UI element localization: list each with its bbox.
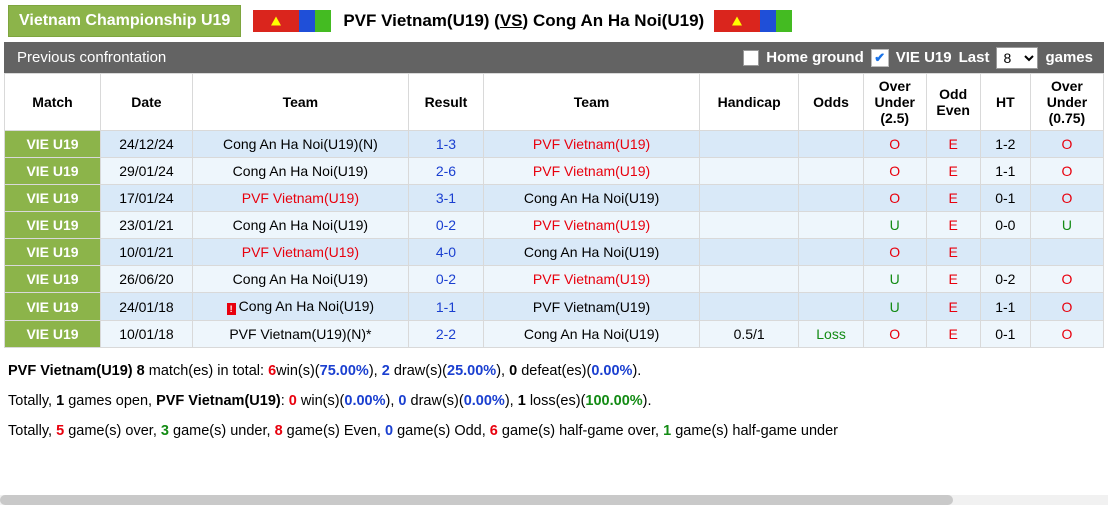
cell-over-under-25: O <box>863 131 926 158</box>
cell-over-under-075: O <box>1030 321 1103 348</box>
summary3-over-label: game(s) over, <box>68 423 157 440</box>
cell-handicap <box>700 185 799 212</box>
summary1-draws-pct: 25.00% <box>447 363 497 380</box>
table-row[interactable] <box>5 185 1104 212</box>
cell-away-team <box>484 185 700 212</box>
cell-odd-even: E <box>926 131 980 158</box>
cell-date: 23/01/21 <box>101 212 193 239</box>
summary1-total: 8 <box>136 363 145 380</box>
home-team-name: PVF Vietnam(U19) <box>241 244 359 261</box>
cell-over-under-25: O <box>863 185 926 212</box>
match-title-home: PVF Vietnam(U19) <box>343 11 490 30</box>
cell-handicap <box>700 239 799 266</box>
cell-odd-even: E <box>926 293 980 321</box>
cell-away-team <box>484 239 700 266</box>
col-result[interactable]: Result <box>408 74 483 131</box>
summary2-prefix: Totally, <box>8 393 53 410</box>
summary1-team: PVF Vietnam(U19) <box>8 363 133 380</box>
table-row[interactable] <box>5 212 1104 239</box>
cell-result: 1-1 <box>408 293 483 321</box>
home-team-name: PVF Vietnam(U19) <box>241 190 359 207</box>
cell-date: 24/12/24 <box>101 131 193 158</box>
cell-home-team <box>192 293 408 321</box>
cell-result: 0-2 <box>408 212 483 239</box>
summary3-over: 5 <box>56 423 65 440</box>
away-team-name: Cong An Ha Noi(U19) <box>523 190 660 207</box>
cell-over-under-075: O <box>1030 131 1103 158</box>
cell-handicap <box>700 158 799 185</box>
summary1-draws-label: draw(s)( <box>393 363 447 380</box>
summary2-wins-label: win(s)( <box>300 393 345 410</box>
home-flag-group <box>253 10 331 32</box>
cell-match: VIE U19 <box>5 185 101 212</box>
summary-line-1: PVF Vietnam(U19) 8 match(es) in total: 6win(s)(75.00%), 2 draw(s)(25.00%), 0 defeat(es)(0.00%). <box>8 363 642 380</box>
cell-over-under-25: O <box>863 239 926 266</box>
summary3-even-label: game(s) Even, <box>286 423 381 440</box>
cell-odds <box>799 239 864 266</box>
cell-match: VIE U19 <box>5 239 101 266</box>
col-odd-even[interactable]: Odd Even <box>926 74 980 131</box>
cell-over-under-075: O <box>1030 293 1103 321</box>
away-team-name: PVF Vietnam(U19) <box>532 298 651 315</box>
summary3-half-under-label: game(s) half-game under <box>675 423 839 440</box>
cell-match: VIE U19 <box>5 131 101 158</box>
summary2-losses-pct: 100.00% <box>585 393 643 410</box>
cell-ht: 0-1 <box>980 185 1030 212</box>
cell-handicap: 0.5/1 <box>700 321 799 348</box>
match-header <box>0 0 1108 42</box>
summary2-team: PVF Vietnam(U19) <box>156 393 281 410</box>
col-match[interactable]: Match <box>5 74 101 131</box>
summary2-wins-pct: 0.00% <box>344 393 386 410</box>
cell-odd-even: E <box>926 321 980 348</box>
summary3-half-over: 6 <box>489 423 498 440</box>
cell-over-under-25: U <box>863 266 926 293</box>
col-over-under-25[interactable]: Over Under (2.5) <box>863 74 926 131</box>
cell-over-under-075: U <box>1030 212 1103 239</box>
cell-odd-even: E <box>926 212 980 239</box>
cell-home-team <box>192 212 408 239</box>
summary1-wins-pct: 75.00% <box>319 363 369 380</box>
summary2-open: 1 <box>56 393 65 410</box>
previous-confrontation-bar <box>4 42 1104 73</box>
cell-result: 0-2 <box>408 266 483 293</box>
cell-over-under-25: O <box>863 321 926 348</box>
cell-odds: Loss <box>799 321 864 348</box>
away-team-name: Cong An Ha Noi(U19) <box>523 326 660 343</box>
cell-odds <box>799 158 864 185</box>
cell-result: 3-1 <box>408 185 483 212</box>
cell-home-team <box>192 266 408 293</box>
away-team-name: PVF Vietnam(U19) <box>532 136 651 153</box>
table-body <box>5 131 1104 348</box>
vs-label: VS <box>499 11 523 30</box>
table-row[interactable] <box>5 131 1104 158</box>
cell-date: 24/01/18 <box>101 293 193 321</box>
cell-home-team <box>192 239 408 266</box>
cell-odds <box>799 131 864 158</box>
cell-handicap <box>700 131 799 158</box>
summary3-even: 8 <box>274 423 283 440</box>
cell-ht: 1-1 <box>980 293 1030 321</box>
last-label: Last <box>958 49 990 66</box>
cell-result: 1-3 <box>408 131 483 158</box>
cell-over-under-075: O <box>1030 185 1103 212</box>
col-odds[interactable]: Odds <box>799 74 864 131</box>
summary2-losses: 1 <box>517 393 526 410</box>
summary1-draws: 2 <box>381 363 390 380</box>
cell-ht: 1-1 <box>980 158 1030 185</box>
cell-odds <box>799 212 864 239</box>
cell-away-team <box>484 293 700 321</box>
home-ground-label: Home ground <box>766 49 864 66</box>
cell-date: 10/01/18 <box>101 321 193 348</box>
cell-ht: 0-1 <box>980 321 1030 348</box>
summary3-half-under: 1 <box>663 423 672 440</box>
cell-odd-even: E <box>926 158 980 185</box>
col-date[interactable]: Date <box>101 74 193 131</box>
summary2-open-label: games open, <box>68 393 153 410</box>
summary1-total-label: match(es) in total: <box>148 363 265 380</box>
cell-match: VIE U19 <box>5 212 101 239</box>
cell-date: 17/01/24 <box>101 185 193 212</box>
home-team-name: Cong An Ha Noi(U19) <box>232 217 369 234</box>
summary-line-3 <box>8 416 1100 446</box>
league-badge[interactable]: Vietnam Championship U19 <box>8 5 241 37</box>
summary1-defeats-pct: 0.00% <box>591 363 633 380</box>
cell-date: 26/06/20 <box>101 266 193 293</box>
col-away-team[interactable]: Team <box>484 74 700 131</box>
cell-odds <box>799 293 864 321</box>
cell-home-team <box>192 158 408 185</box>
col-ht[interactable]: HT <box>980 74 1030 131</box>
table-row[interactable] <box>5 266 1104 293</box>
table-row[interactable] <box>5 321 1104 348</box>
cell-date: 29/01/24 <box>101 158 193 185</box>
match-title-away: Cong An Ha Noi(U19) <box>532 11 705 30</box>
cell-home-team <box>192 131 408 158</box>
summary-line-2: Totally, 1 games open, PVF Vietnam(U19): 0 win(s)(0.00%), 0 draw(s)(0.00%), 1 loss(es)(100.00%). <box>8 393 652 410</box>
paren-close: ) <box>522 11 529 30</box>
green-stripe-icon-away <box>776 10 792 32</box>
vietnam-flag-icon-away <box>714 10 760 32</box>
cell-ht <box>980 239 1030 266</box>
cell-match: VIE U19 <box>5 158 101 185</box>
summary2-losses-label: loss(es)( <box>529 393 586 410</box>
home-team-name: Cong An Ha Noi(U19) <box>232 271 369 288</box>
cell-odds <box>799 185 864 212</box>
col-handicap[interactable]: Handicap <box>700 74 799 131</box>
summary2-wins: 0 <box>288 393 297 410</box>
cell-away-team <box>484 212 700 239</box>
summary3-prefix: Totally, <box>8 423 53 440</box>
games-count-select[interactable] <box>996 47 1038 69</box>
cell-away-team <box>484 321 700 348</box>
table-row[interactable] <box>5 158 1104 185</box>
cell-handicap <box>700 266 799 293</box>
cell-match: VIE U19 <box>5 293 101 321</box>
cell-match: VIE U19 <box>5 266 101 293</box>
cell-over-under-075: O <box>1030 266 1103 293</box>
cell-date: 10/01/21 <box>101 239 193 266</box>
cell-ht: 0-0 <box>980 212 1030 239</box>
games-label: games <box>1045 49 1093 66</box>
table-row[interactable] <box>5 239 1104 266</box>
summary2-draws-pct: 0.00% <box>463 393 505 410</box>
cell-home-team <box>192 185 408 212</box>
away-team-name: PVF Vietnam(U19) <box>532 271 651 288</box>
scrollbar-thumb[interactable] <box>0 495 953 505</box>
cell-over-under-075 <box>1030 239 1103 266</box>
summary3-odd-label: game(s) Odd, <box>397 423 486 440</box>
summary1-wins-label: win(s)( <box>276 363 320 380</box>
team-filter-checkbox[interactable]: ✔ <box>871 49 889 67</box>
cell-handicap <box>700 293 799 321</box>
cell-result: 2-6 <box>408 158 483 185</box>
cell-odd-even: E <box>926 239 980 266</box>
summary2-draws: 0 <box>398 393 407 410</box>
away-team-name: PVF Vietnam(U19) <box>532 163 651 180</box>
cell-over-under-075: O <box>1030 158 1103 185</box>
blue-stripe-icon <box>299 10 315 32</box>
cell-handicap <box>700 212 799 239</box>
cell-result: 2-2 <box>408 321 483 348</box>
confrontation-table <box>4 73 1104 348</box>
cell-over-under-25: U <box>863 212 926 239</box>
summary3-odd: 0 <box>385 423 394 440</box>
team-filter-label: VIE U19 <box>895 49 952 66</box>
summary3-under: 3 <box>160 423 169 440</box>
home-ground-checkbox[interactable] <box>743 50 759 66</box>
vietnam-flag-icon <box>253 10 299 32</box>
match-title <box>343 11 704 31</box>
table-header-row <box>5 74 1104 131</box>
away-team-name: PVF Vietnam(U19) <box>532 217 651 234</box>
cell-result: 4-0 <box>408 239 483 266</box>
summary3-under-label: game(s) under, <box>173 423 271 440</box>
col-home-team[interactable]: Team <box>192 74 408 131</box>
summary1-defeats-label: defeat(es)( <box>521 363 592 380</box>
cell-home-team <box>192 321 408 348</box>
cell-ht: 0-2 <box>980 266 1030 293</box>
section-controls <box>743 47 1093 69</box>
cell-away-team <box>484 158 700 185</box>
cell-over-under-25: U <box>863 293 926 321</box>
summary3-half-over-label: game(s) half-game over, <box>501 423 660 440</box>
summary1-wins: 6 <box>268 363 277 380</box>
horizontal-scrollbar[interactable] <box>0 495 1108 505</box>
red-card-icon: ! <box>227 303 236 315</box>
cell-away-team <box>484 131 700 158</box>
cell-odds <box>799 266 864 293</box>
cell-away-team <box>484 266 700 293</box>
away-flag-group <box>714 10 792 32</box>
home-team-name: Cong An Ha Noi(U19) <box>232 163 369 180</box>
cell-over-under-25: O <box>863 158 926 185</box>
home-team-name: Cong An Ha Noi(U19)(N) <box>222 136 378 153</box>
summary1-defeats: 0 <box>509 363 518 380</box>
summary2-draws-label: draw(s)( <box>410 393 464 410</box>
cell-odd-even: E <box>926 185 980 212</box>
table-row[interactable] <box>5 293 1104 321</box>
cell-match: VIE U19 <box>5 321 101 348</box>
cell-ht: 1-2 <box>980 131 1030 158</box>
away-team-name: Cong An Ha Noi(U19) <box>523 244 660 261</box>
summary-block <box>0 348 1108 446</box>
home-team-name: Cong An Ha Noi(U19) <box>238 298 375 315</box>
home-team-name: PVF Vietnam(U19)(N)* <box>229 326 372 343</box>
paren-open: ( <box>494 11 500 30</box>
green-stripe-icon <box>315 10 331 32</box>
col-over-under-075[interactable]: Over Under (0.75) <box>1030 74 1103 131</box>
blue-stripe-icon-away <box>760 10 776 32</box>
section-title: Previous confrontation <box>17 49 167 66</box>
cell-odd-even: E <box>926 266 980 293</box>
